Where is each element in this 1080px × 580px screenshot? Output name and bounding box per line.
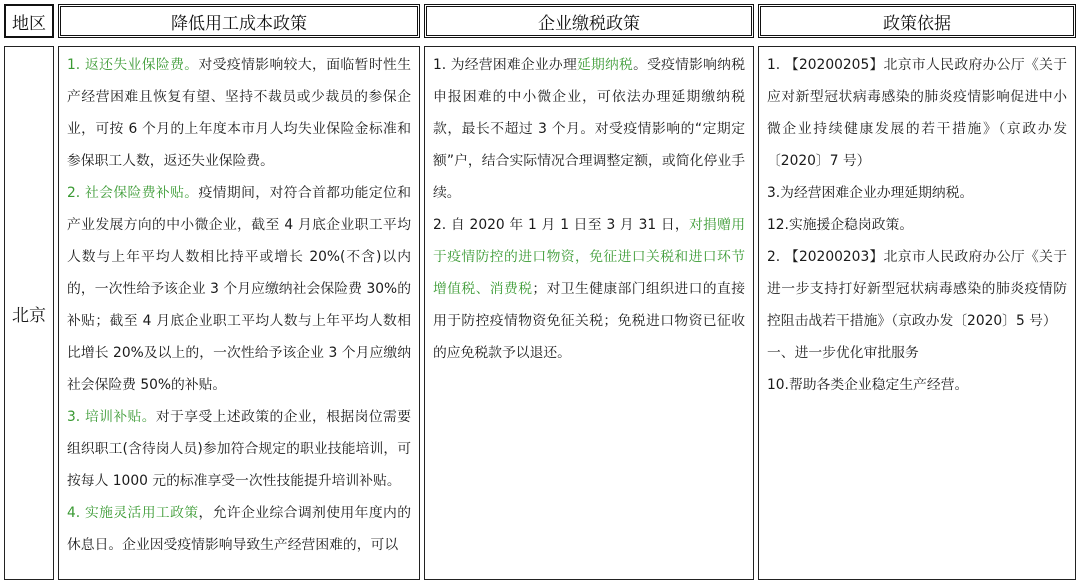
labor-item-1-text: 对受疫情影响较大，面临暂时性生产经营困难且恢复有望、坚持不裁员或少裁员的参保企业，可按 6 个月的上年度本市月人均失业保险金标准和参保职工人数，返还失业保险费。 <box>67 57 411 169</box>
tax-item-1-post: 。受疫情影响纳税申报困难的中小微企业，可依法办理延期缴纳税款，最长不超过 3 个月。对受疫情影响的“定期定额”户，结合实际情况合理调整定额，或简化停业手续。 <box>433 57 746 201</box>
labor-item-2-text: 疫情期间，对符合首都功能定位和产业发展方向的中小微企业，截至 4 月底企业职工平均人数与上年平均人数相比持平或增长 20%(不含)以内的，一次性给予该企业 3 个月应缴纳社会保险费 30%的补贴；截至 4 月底企业职工平均人数与上年平均人数相比增长 20%及以上的，一次性给予该企业 3 个月应缴纳社会保险费 50%的补贴。 <box>67 185 411 393</box>
header-tax-text: 企业缴税政策 <box>538 13 640 34</box>
header-region-text: 地区 <box>12 13 46 34</box>
labor-item-2 <box>67 177 411 401</box>
tax-policy-cell <box>424 46 754 580</box>
labor-item-2-label: 2. 社会保险费补贴。 <box>67 185 199 201</box>
tax-item-2-highlight: 对捐赠用于疫情防控的进口物资，免征进口关税和进口环节增值税、消费税 <box>433 217 745 297</box>
basis-item-5: 一、进一步优化审批服务 <box>767 345 919 361</box>
labor-item-1-label: 1. 返还失业保险费。 <box>67 57 199 73</box>
tax-item-2-pre: 2. 自 2020 年 1 月 1 日至 3 月 31 日， <box>433 217 689 233</box>
labor-item-3-text: 对于享受上述政策的企业，根据岗位需要组织职工(含待岗人员)参加符合规定的职业技能培训，可按每人 1000 元的标准享受一次性技能提升培训补贴。 <box>67 409 411 489</box>
labor-item-4-text: ，允许企业综合调剂使用年度内的休息日。企业因受疫情影响导致生产经营困难的，可以 <box>67 505 411 553</box>
header-labor-cost-policy <box>58 4 420 38</box>
labor-item-1 <box>67 49 411 177</box>
tax-item-1-pre: 1. 为经营困难企业办理 <box>433 57 577 73</box>
basis-item-2: 3.为经营困难企业办理延期纳税。 <box>767 185 974 201</box>
policy-basis-cell <box>758 46 1076 580</box>
tax-item-2 <box>433 209 745 369</box>
header-policy-basis <box>758 4 1076 38</box>
header-tax-policy <box>424 4 754 38</box>
header-basis-text: 政策依据 <box>883 13 951 34</box>
labor-item-3 <box>67 401 411 497</box>
region-cell <box>4 46 54 580</box>
labor-item-3-label: 3. 培训补贴。 <box>67 409 156 425</box>
tax-item-1-highlight: 延期纳税 <box>576 57 634 73</box>
tax-item-1 <box>433 49 745 209</box>
basis-item-3: 12.实施援企稳岗政策。 <box>767 217 914 233</box>
labor-item-4-label: 4. 实施灵活用工政策 <box>67 505 199 521</box>
region-name: 北京 <box>12 305 46 326</box>
header-region <box>4 4 54 38</box>
basis-item-1: 1. 【20200205】北京市人民政府办公厅《关于应对新型冠状病毒感染的肺炎疫情影响促进中小微企业持续健康发展的若干措施》（京政办发〔2020〕7 号） <box>767 57 1067 169</box>
tax-item-2-post: ；对卫生健康部门组织进口的直接用于防控疫情物资免征关税；免税进口物资已征收的应免税款予以退还。 <box>433 281 746 361</box>
basis-item-4: 2. 【20200203】北京市人民政府办公厅《关于进一步支持打好新型冠状病毒感染的肺炎疫情防控阻击战若干措施》（京政办发〔2020〕5 号） <box>767 249 1067 329</box>
labor-item-4 <box>67 497 411 561</box>
basis-item-6: 10.帮助各类企业稳定生产经营。 <box>767 377 969 393</box>
labor-cost-cell <box>58 46 420 580</box>
header-labor-cost-text: 降低用工成本政策 <box>171 13 307 34</box>
